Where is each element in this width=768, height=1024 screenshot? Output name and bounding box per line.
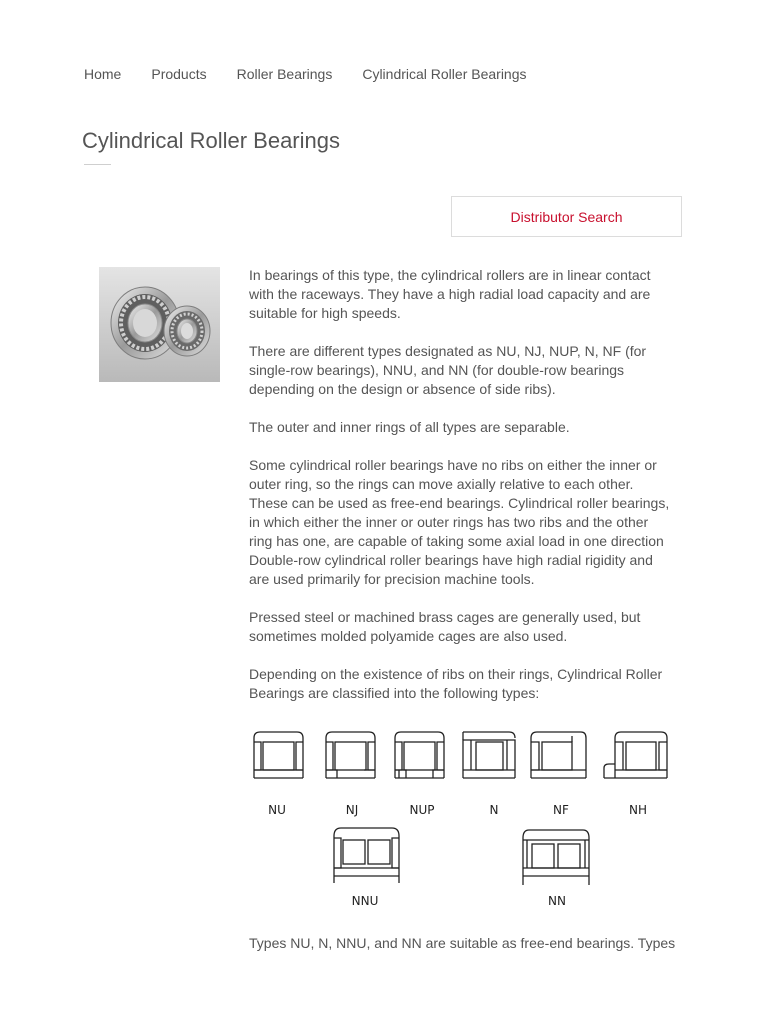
breadcrumb-home[interactable]: Home xyxy=(84,66,122,82)
nj-diagram xyxy=(326,732,375,778)
n-diagram xyxy=(463,732,515,778)
paragraph: Some cylindrical roller bearings have no ribs on either the inner or outer ring, so the rings can move axially relative to each other. These can be used as free-end bearings. Cylindrical roller bearings, in which either the inner or outer rings has two ribs and the other ring has one, are capable of taking some axial load in one direction Double-row cylindrical roller bearings have high radial rigidity and are used primarily for precision machine tools. xyxy=(249,457,670,587)
bearing-product-photo xyxy=(99,267,220,382)
breadcrumb-cylindrical-roller-bearings[interactable]: Cylindrical Roller Bearings xyxy=(362,66,527,82)
type-label-n: N xyxy=(489,803,499,817)
breadcrumb xyxy=(84,66,527,82)
type-label-nf: NF xyxy=(553,803,569,817)
breadcrumb-roller-bearings[interactable]: Roller Bearings xyxy=(236,66,333,82)
title-underline xyxy=(84,164,111,165)
bearing-types-diagram xyxy=(249,728,674,913)
paragraph: There are different types designated as NU, NJ, NUP, N, NF (for single-row bearings), NNU, and NN (for double-row bearings depending on the design or absence of side ribs). xyxy=(249,343,647,397)
breadcrumb-products[interactable]: Products xyxy=(151,66,207,82)
type-label-nup: NUP xyxy=(409,803,435,817)
nu-diagram xyxy=(254,732,303,778)
nh-diagram xyxy=(604,732,667,778)
paragraph-continued: Types NU, N, NNU, and NN are suitable as free-end bearings. Types xyxy=(249,935,676,951)
type-label-nu: NU xyxy=(268,803,286,817)
paragraph: The outer and inner rings of all types are separable. xyxy=(249,419,570,435)
type-label-nh: NH xyxy=(629,803,647,817)
distributor-search-button[interactable]: Distributor Search xyxy=(451,196,682,237)
nf-diagram xyxy=(531,732,586,778)
type-label-nnu: NNU xyxy=(351,894,379,908)
paragraph: Pressed steel or machined brass cages are generally used, but sometimes molded polyamide cages are also used. xyxy=(249,609,641,644)
nn-diagram xyxy=(523,830,589,885)
page-title: Cylindrical Roller Bearings xyxy=(82,128,340,153)
type-label-nn: NN xyxy=(548,894,566,908)
paragraph: In bearings of this type, the cylindrical rollers are in linear contact with the raceways. They have a high radial load capacity and are suitable for high speeds. xyxy=(249,267,651,321)
paragraph: Depending on the existence of ribs on their rings, Cylindrical Roller Bearings are classified into the following types: xyxy=(249,666,663,701)
nnu-diagram xyxy=(334,828,399,883)
nup-diagram xyxy=(395,732,444,778)
description xyxy=(249,266,674,722)
type-label-nj: NJ xyxy=(345,803,359,817)
